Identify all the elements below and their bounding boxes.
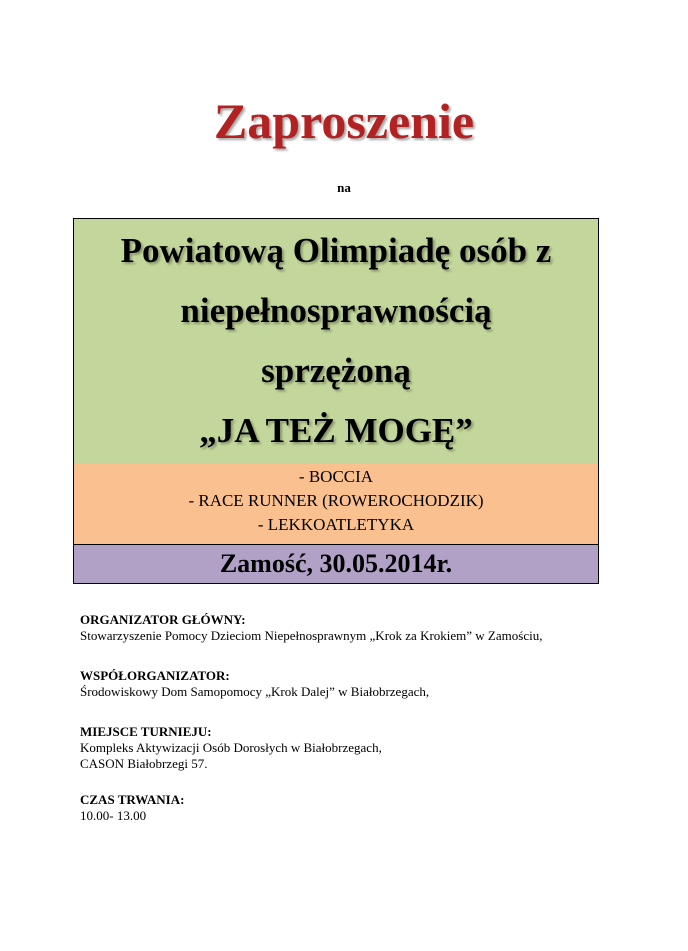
page-title: Zaproszenie bbox=[213, 93, 475, 149]
event-box bbox=[73, 218, 599, 584]
discipline-item: - LEKKOATLETYKA bbox=[257, 515, 415, 534]
subtitle: na bbox=[337, 180, 351, 195]
event-name-line: sprzężoną bbox=[261, 351, 411, 390]
date-place: Zamość, 30.05.2014r. bbox=[74, 545, 598, 583]
event-info bbox=[80, 612, 640, 848]
organizer-text: Stowarzyszenie Pomocy Dzieciom Niepełnosprawnym „Krok za Krokiem” w Zamościu, bbox=[80, 628, 543, 643]
co-organizer-label: WSPÓŁORGANIZATOR: bbox=[80, 668, 230, 683]
venue-text: Kompleks Aktywizacji Osób Dorosłych w Białobrzegach, bbox=[80, 740, 382, 755]
co-organizer-text: Środowiskowy Dom Samopomocy „Krok Dalej” w Białobrzegach, bbox=[80, 684, 430, 699]
discipline-item: - BOCCIA bbox=[298, 467, 374, 486]
organizer-section bbox=[80, 612, 640, 644]
event-name-line: Powiatową Olimpiadę osób z bbox=[120, 231, 552, 270]
venue-section bbox=[80, 724, 640, 772]
event-name-panel bbox=[74, 219, 598, 463]
event-name-line: niepełnosprawnością bbox=[180, 291, 492, 330]
co-organizer-section bbox=[80, 668, 640, 700]
disciplines-panel bbox=[74, 463, 598, 545]
venue-label: MIEJSCE TURNIEJU: bbox=[80, 724, 212, 739]
discipline-item: - RACE RUNNER (ROWEROCHODZIK) bbox=[188, 491, 484, 510]
duration-section bbox=[80, 792, 640, 824]
duration-label: CZAS TRWANIA: bbox=[80, 792, 185, 807]
event-slogan: „JA TEŻ MOGĘ” bbox=[199, 411, 473, 450]
duration-text: 10.00- 13.00 bbox=[80, 808, 147, 823]
venue-text: CASON Białobrzegi 57. bbox=[80, 756, 208, 771]
organizer-label: ORGANIZATOR GŁÓWNY: bbox=[80, 612, 246, 627]
